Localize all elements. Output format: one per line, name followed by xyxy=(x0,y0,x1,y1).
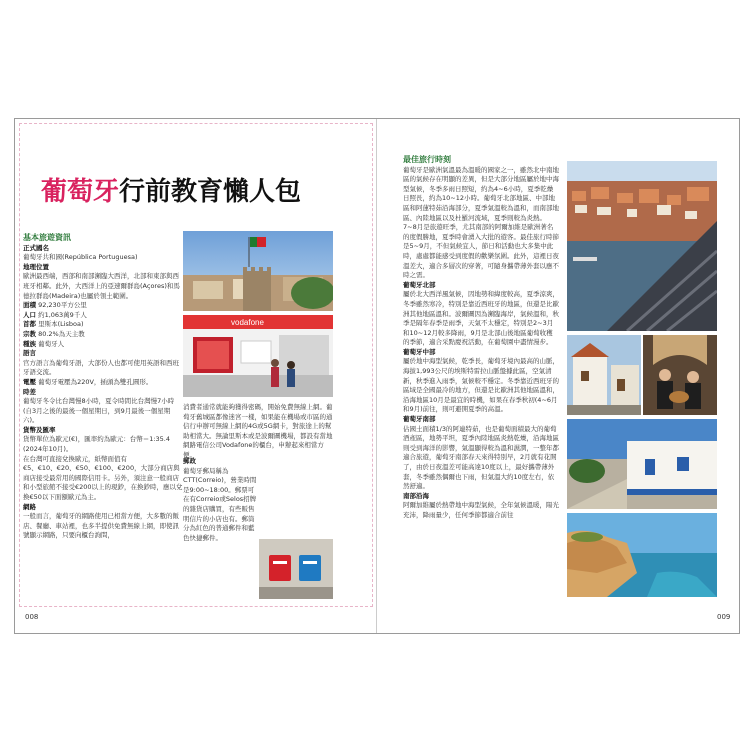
language-label: 語言 xyxy=(23,349,36,358)
ethnicity-text: 葡萄牙人 xyxy=(38,339,65,348)
right-page xyxy=(377,119,739,633)
area-label: 面積 xyxy=(23,301,36,310)
mailboxes-photo xyxy=(259,539,333,599)
algarve-label: 南部沿海 xyxy=(403,491,429,500)
capital-text: 里斯本(Lisboa) xyxy=(38,320,84,329)
post-label: 郵政 xyxy=(183,457,196,465)
currency-text: 貨幣單位為歐元(€)，匯率約為歐元：台幣＝1:35.4 (2024年10月)。 xyxy=(23,435,171,454)
language-text: 官方語言為葡萄牙語，大部份人也都可使用英語和西班牙語交流。 xyxy=(23,358,179,377)
white-houses-photo xyxy=(567,335,641,415)
vodafone-store-photo xyxy=(183,315,333,397)
time-text: 葡萄牙冬令比台灣慢8小時，夏令時間比台灣慢7小時(自3月之後的最後一個星期日，到9月最後一個星期六)。 xyxy=(23,397,175,425)
population-text: 約1,063萬9千人 xyxy=(38,310,87,319)
right-page-number: 009 xyxy=(717,613,731,621)
time-label: 時差 xyxy=(23,387,36,396)
currency-text-2: 在台灣可直接兌換歐元，紙幣面值有€5、€10、€20、€50、€100、€200，大部分商店與商店接受最常用的國際信用卡。另外，須注意一般商店和小型旅館不接受€200以上的現鈔，在換鈔時，應以兌換€50以下面額歐元為主。 xyxy=(23,454,183,502)
area-text: 92,230平方公里 xyxy=(38,301,87,310)
village-street-photo xyxy=(567,419,717,509)
location-label: 地理位置 xyxy=(23,262,49,271)
ethnicity-label: 種族 xyxy=(23,339,36,348)
internet-text: 一般而言，葡萄牙的網路使用已相當方便，大多數的飯店、餐廳、車站裡，也多半提供免費無線上網，即使訊號顯示網路，只要向櫃台詢問， xyxy=(23,512,179,540)
capital-label: 首都 xyxy=(23,320,36,329)
algarve-text: 阿爾加維屬於熱帶地中海型氣候，全年氣候溫暖，陽光充沛，降雨量少，任何季節都適合前往 xyxy=(403,501,559,519)
central-label: 葡萄牙中部 xyxy=(403,347,436,356)
central-text: 屬於地中海型氣候，乾季長，葡萄牙境內最高的山脈，海拔1,993公尺的埃斯特雷拉山脈盤據此區，空氣清新，秋季進入雨季，氣候較不穩定。冬季靠近西班牙的區域是全國最冷的地方，但還是比歐洲其他地區溫和，沿海地區10月是最宜的時機，如果在春季秋初(4~6月和9月)前往，則可避開夏季的高溫。 xyxy=(403,357,559,414)
left-page xyxy=(15,119,377,633)
best-time-column xyxy=(403,155,559,615)
north-label: 葡萄牙北部 xyxy=(403,280,436,289)
post-text: 葡萄牙郵局稱為CTT(Correio)，營業時間是9:00~18:00。郵票可在有Correio或Selos招牌的雜貨店購買，有些販售明信片的小店也有。郵筒分為紅色的普通郵件和藍色快捷郵件。 xyxy=(183,466,257,542)
title-country: 葡萄牙 xyxy=(41,177,120,207)
best-time-intro: 葡萄牙是歐洲氣溫最為溫暖的國家之一，雖然北中南地區的氣候存在明顯的差異，但是大部分地區屬於地中海型氣候，冬季多雨日照短，約為4~6小時，夏季乾燥日照長，約為10~12小時。葡萄牙北部地區、中部地區和阿蓮特茹沿海部分，夏季氣溫較為溫和，而南部地區、內陸地區以及杜羅河流域，夏季則較為炎熱。7~8月是旅遊旺季，尤其南部的阿爾加維是歐洲著名的度假勝地，夏季時會湧入大批的遊客。最佳旅行時節是5~9月，不但氣候宜人，節日和活動也大多集中此時，處處都能感受到度假的歡樂氛圍。此外，這裡日夜溫差大，適合多層次的穿著，可隨身攜帶薄外套以應不時之需。 xyxy=(403,165,559,280)
vodafone-sign-text: vodafone xyxy=(231,318,264,327)
official-name-text: 葡萄牙共和國(República Portuguesa) xyxy=(23,253,138,262)
currency-label: 貨幣及匯率 xyxy=(23,425,56,434)
voltage-text: 葡萄牙電壓為220V，插頭為雙孔圓形。 xyxy=(38,377,153,386)
official-name-label: 正式國名 xyxy=(23,243,49,252)
page-title xyxy=(41,171,301,208)
internet-continued-text: 消費者通常就能夠獲得密碼，開始免費無線上網。葡萄牙舊城區都像迷宮一樣，如果能在機場或市區的通信行申辦可無線上網的4G或5G網卡，對旅途上的幫助相當大。無論里斯本或是波爾圖機場，都設有當地網路電信公司Vodafone的櫃台，申辦起來相當方便。 xyxy=(183,403,333,459)
south-label: 葡萄牙南部 xyxy=(403,415,436,424)
south-text: 佔國土面積1/3的阿連特茹，也是葡萄面積最大的葡萄酒產區，地勢平坦，夏季內陸地區炎熱乾燥，沿海地區則受到海洋的影響，氣溫顯得較為溫和濕潤，一整年都適合旅遊，葡萄牙南部春天來得特別早，2月就有花開了，由於日夜溫差可能高達10度以上，最好攜帶薄外套，冬季雖然偶爾也下雨，但氣溫大約10度左右，依然舒適。 xyxy=(403,424,559,491)
left-page-number: 008 xyxy=(25,613,39,621)
religion-text: 80.2%為天主教 xyxy=(38,329,85,338)
lisbon-castle-photo xyxy=(183,231,333,311)
post-column xyxy=(183,457,257,617)
north-text: 屬於北大西洋風氣候，因地勢和緯度較高，夏季涼爽，冬季雖然寒冷，特別是靠近西班牙的地區，但還是比歐洲其他地區溫和。波爾圖因為瀕臨海岸，氣候溫和，秋季是隔年春季是雨季，天氣不太穩定，特別是2~3月和10~12月較多降雨，9月是北部山後地區葡萄收穫的季節，適合采點慶祝活動，在葡萄園中盡情漫步。 xyxy=(403,290,559,347)
voltage-label: 電壓 xyxy=(23,377,36,386)
fado-musicians-photo xyxy=(643,335,717,415)
location-text: 歐洲最西端，西部和南部瀕臨大西洋，北部和東部與西班牙相鄰。此外，大西洋上的亞速爾群島(Açores)和馬德拉群島(Madeira)也屬於領土範圍。 xyxy=(23,272,180,300)
book-spread xyxy=(14,118,740,634)
algarve-coast-photo xyxy=(567,513,717,597)
basic-info-heading: 基本旅遊資訊 xyxy=(23,233,71,242)
title-rest: 行前教育懶人包 xyxy=(119,177,302,207)
internet-label: 網路 xyxy=(23,502,36,511)
left-column-2 xyxy=(183,403,333,459)
population-label: 人口 xyxy=(23,310,36,319)
best-time-heading: 最佳旅行時刻 xyxy=(403,155,451,164)
porto-bridge-photo xyxy=(567,161,717,331)
religion-label: 宗教 xyxy=(23,329,36,338)
basic-info-column xyxy=(23,233,183,613)
